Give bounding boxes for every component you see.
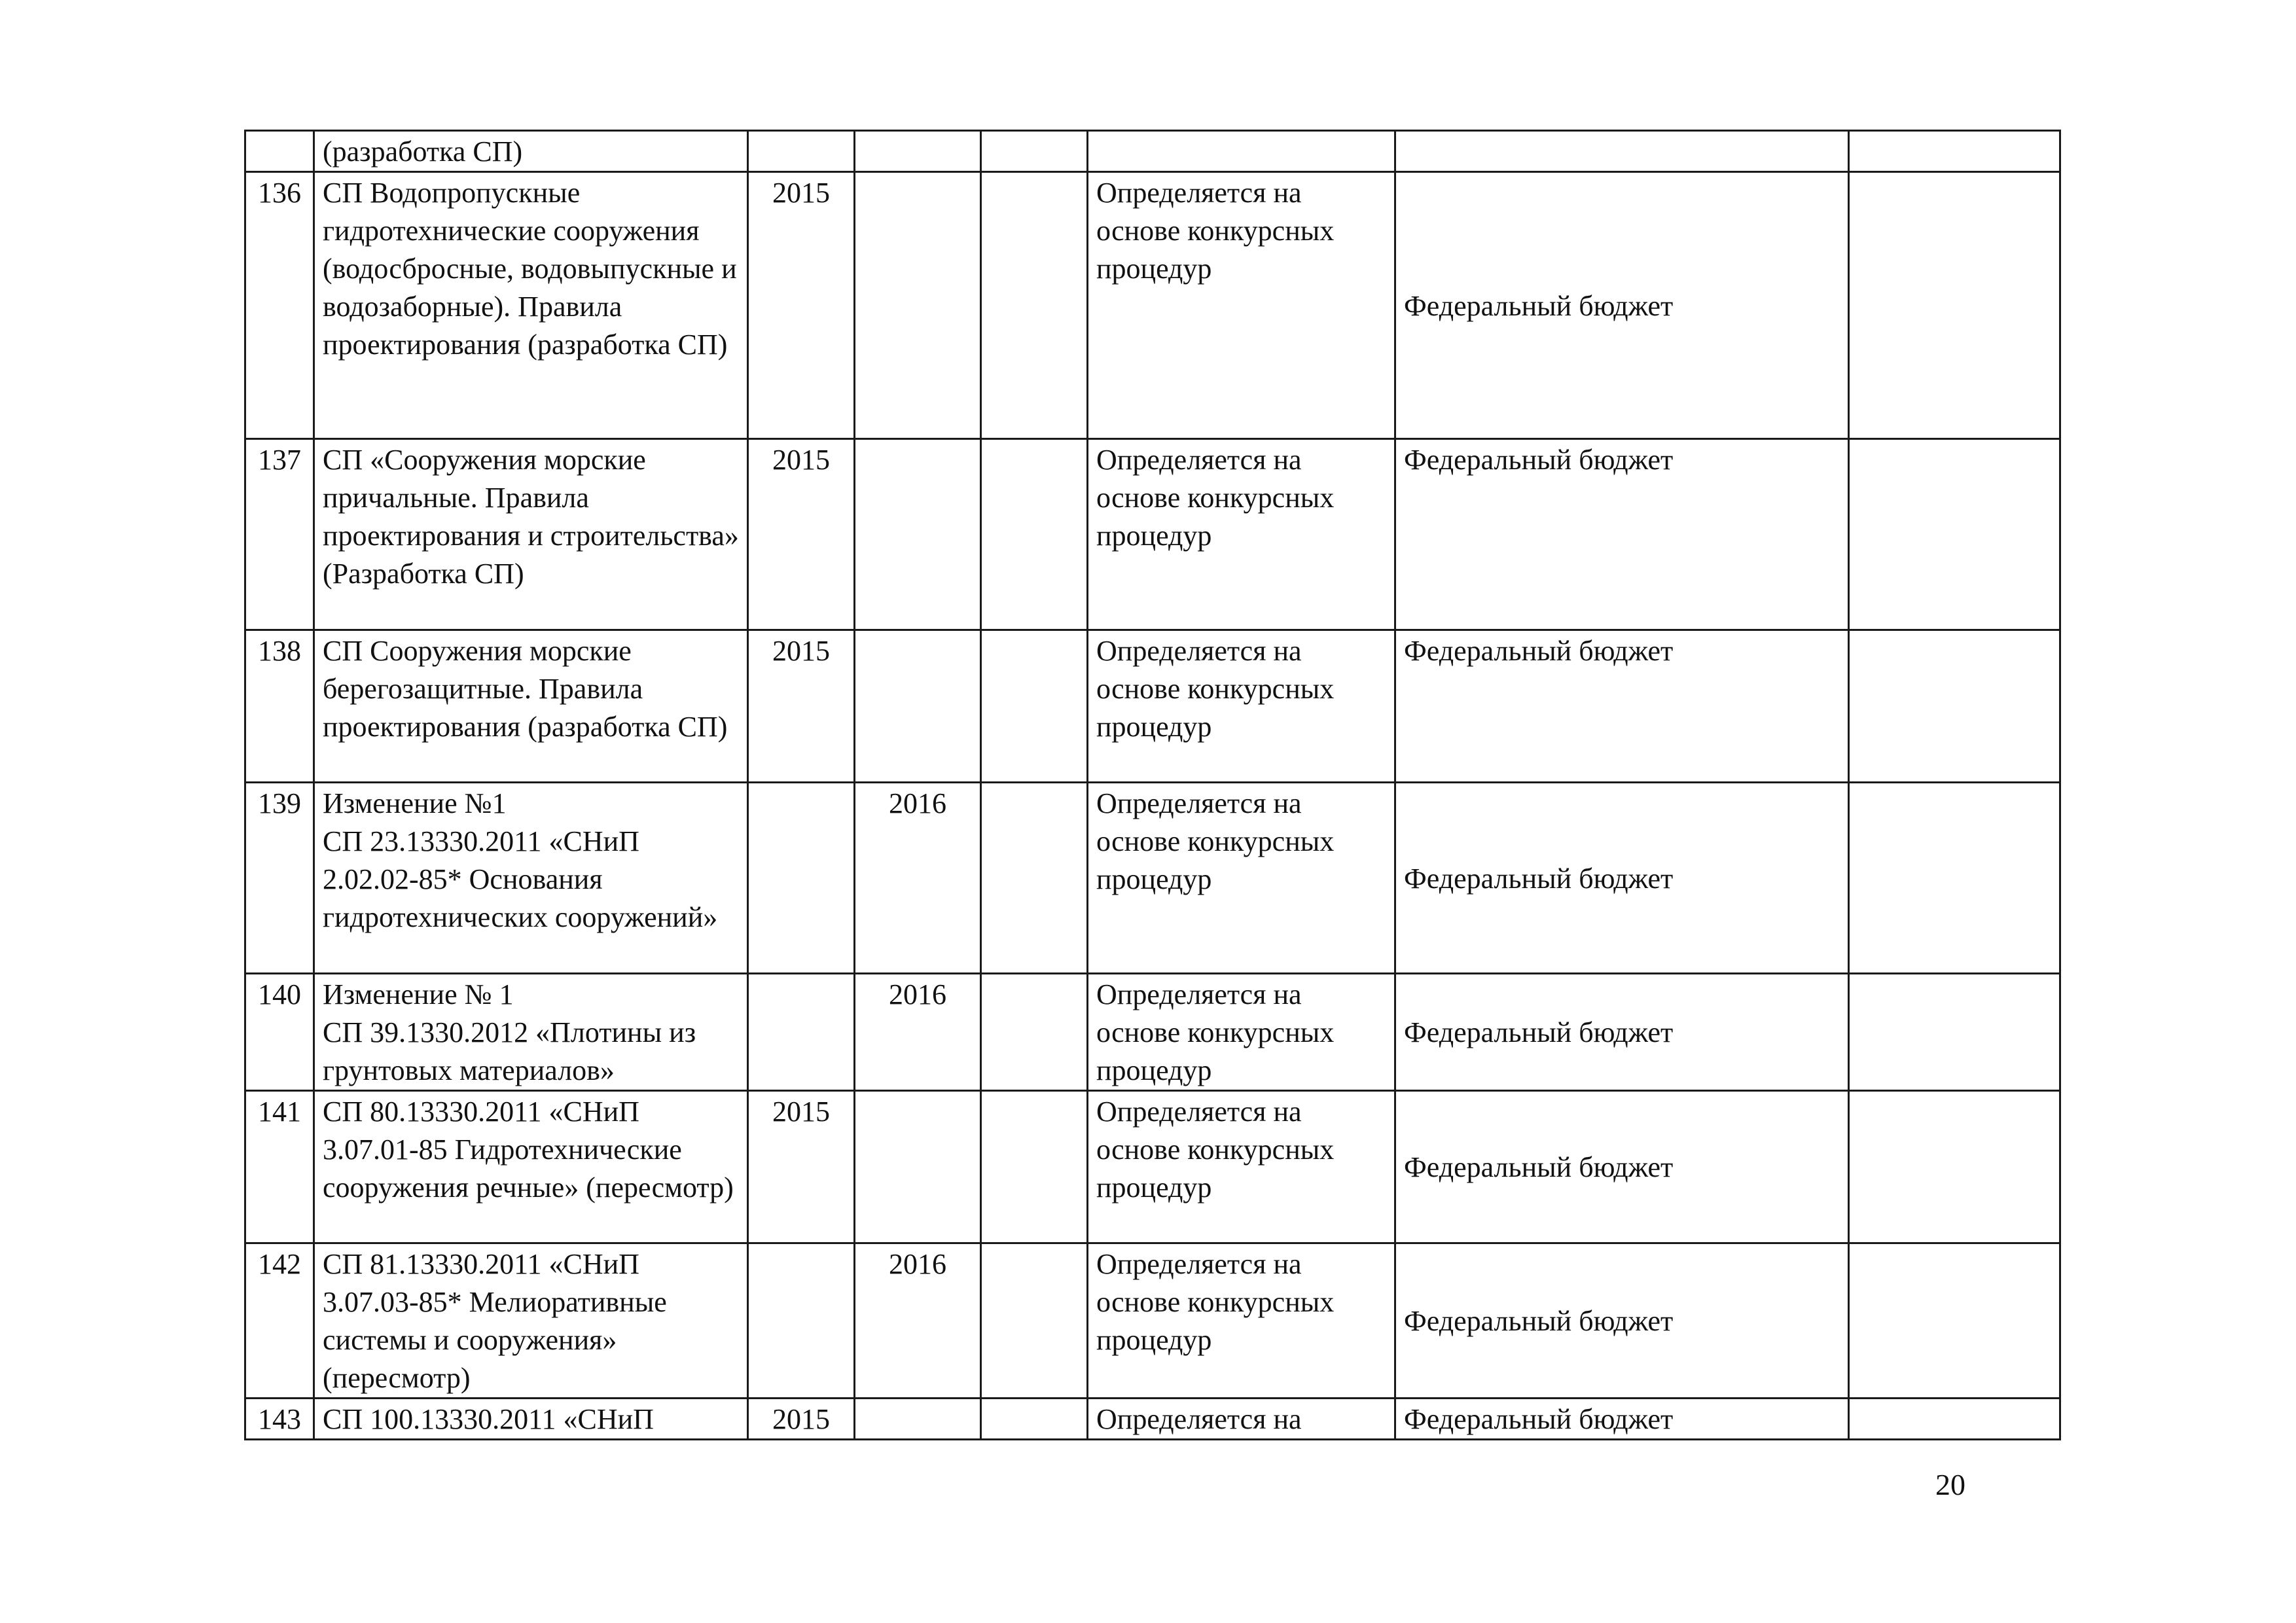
row-number-cell: 141	[245, 1091, 314, 1243]
year-2015-cell: 2015	[748, 1091, 855, 1243]
funding-source-cell: Федеральный бюджет	[1395, 630, 1849, 783]
row-number-cell: 136	[245, 172, 314, 439]
table-row	[245, 439, 2060, 630]
empty-column-cell	[981, 1243, 1088, 1399]
year-2015-cell	[748, 1243, 855, 1399]
notes-cell	[1849, 1091, 2060, 1243]
year-2015-cell: 2015	[748, 172, 855, 439]
empty-column-cell	[981, 439, 1088, 630]
notes-cell	[1849, 131, 2060, 172]
document-table	[244, 130, 2061, 1440]
table-row	[245, 1243, 2060, 1399]
row-number-cell: 137	[245, 439, 314, 630]
item-name-cell: СП 80.13330.2011 «СНиП 3.07.01-85 Гидротехнические сооружения речные» (пересмотр)	[314, 1091, 748, 1243]
table-row	[245, 974, 2060, 1091]
cost-method-cell: Определяется на основе конкурсных процедур	[1088, 172, 1395, 439]
table-row	[245, 783, 2060, 974]
page-number: 20	[1935, 1468, 1965, 1501]
row-number-cell: 143	[245, 1399, 314, 1440]
empty-column-cell	[981, 783, 1088, 974]
table-row	[245, 630, 2060, 783]
item-name-cell: СП «Сооружения морские причальные. Правила проектирования и строительства» (Разработка СП)	[314, 439, 748, 630]
notes-cell	[1849, 1243, 2060, 1399]
item-name-cell: Изменение №1 СП 23.13330.2011 «СНиП 2.02.02-85* Основания гидротехнических сооружений»	[314, 783, 748, 974]
year-2015-cell	[748, 974, 855, 1091]
empty-column-cell	[981, 1091, 1088, 1243]
item-name-cell: СП 100.13330.2011 «СНиП	[314, 1399, 748, 1440]
year-2016-cell	[855, 630, 981, 783]
year-2016-cell	[855, 439, 981, 630]
notes-cell	[1849, 783, 2060, 974]
cost-method-cell	[1088, 131, 1395, 172]
year-2015-cell: 2015	[748, 1399, 855, 1440]
year-2016-cell: 2016	[855, 783, 981, 974]
table-row	[245, 172, 2060, 439]
row-number-cell: 138	[245, 630, 314, 783]
year-2015-cell	[748, 131, 855, 172]
funding-source-cell: Федеральный бюджет	[1395, 1091, 1849, 1243]
item-name-cell: Изменение № 1 СП 39.1330.2012 «Плотины из грунтовых материалов»	[314, 974, 748, 1091]
funding-source-cell: Федеральный бюджет	[1395, 172, 1849, 439]
notes-cell	[1849, 630, 2060, 783]
row-number-cell: 139	[245, 783, 314, 974]
row-number-cell	[245, 131, 314, 172]
funding-source-cell: Федеральный бюджет	[1395, 439, 1849, 630]
year-2015-cell	[748, 783, 855, 974]
cost-method-cell: Определяется на основе конкурсных процедур	[1088, 1091, 1395, 1243]
year-2016-cell	[855, 131, 981, 172]
item-name-cell: СП 81.13330.2011 «СНиП 3.07.03-85* Мелиоративные системы и сооружения» (пересмотр)	[314, 1243, 748, 1399]
funding-source-cell: Федеральный бюджет	[1395, 783, 1849, 974]
cost-method-cell: Определяется на	[1088, 1399, 1395, 1440]
row-number-cell: 142	[245, 1243, 314, 1399]
year-2016-cell: 2016	[855, 1243, 981, 1399]
funding-source-cell: Федеральный бюджет	[1395, 974, 1849, 1091]
empty-column-cell	[981, 172, 1088, 439]
cost-method-cell: Определяется на основе конкурсных процедур	[1088, 783, 1395, 974]
empty-column-cell	[981, 974, 1088, 1091]
year-2016-cell	[855, 1399, 981, 1440]
table-row	[245, 1399, 2060, 1440]
year-2015-cell: 2015	[748, 439, 855, 630]
notes-cell	[1849, 439, 2060, 630]
empty-column-cell	[981, 630, 1088, 783]
table-row	[245, 1091, 2060, 1243]
cost-method-cell: Определяется на основе конкурсных процедур	[1088, 630, 1395, 783]
notes-cell	[1849, 1399, 2060, 1440]
table-body	[245, 131, 2060, 1440]
row-number-cell: 140	[245, 974, 314, 1091]
item-name-cell: СП Сооружения морские берегозащитные. Правила проектирования (разработка СП)	[314, 630, 748, 783]
table-row	[245, 131, 2060, 172]
funding-source-cell: Федеральный бюджет	[1395, 1399, 1849, 1440]
year-2016-cell	[855, 1091, 981, 1243]
cost-method-cell: Определяется на основе конкурсных процедур	[1088, 439, 1395, 630]
empty-column-cell	[981, 131, 1088, 172]
funding-source-cell	[1395, 131, 1849, 172]
year-2016-cell	[855, 172, 981, 439]
cost-method-cell: Определяется на основе конкурсных процедур	[1088, 974, 1395, 1091]
empty-column-cell	[981, 1399, 1088, 1440]
year-2015-cell: 2015	[748, 630, 855, 783]
notes-cell	[1849, 974, 2060, 1091]
notes-cell	[1849, 172, 2060, 439]
item-name-cell: СП Водопропускные гидротехнические сооружения (водосбросные, водовыпускные и водозаборные). Правила проектирования (разработка СП)	[314, 172, 748, 439]
cost-method-cell: Определяется на основе конкурсных процедур	[1088, 1243, 1395, 1399]
funding-source-cell: Федеральный бюджет	[1395, 1243, 1849, 1399]
item-name-cell: (разработка СП)	[314, 131, 748, 172]
year-2016-cell: 2016	[855, 974, 981, 1091]
